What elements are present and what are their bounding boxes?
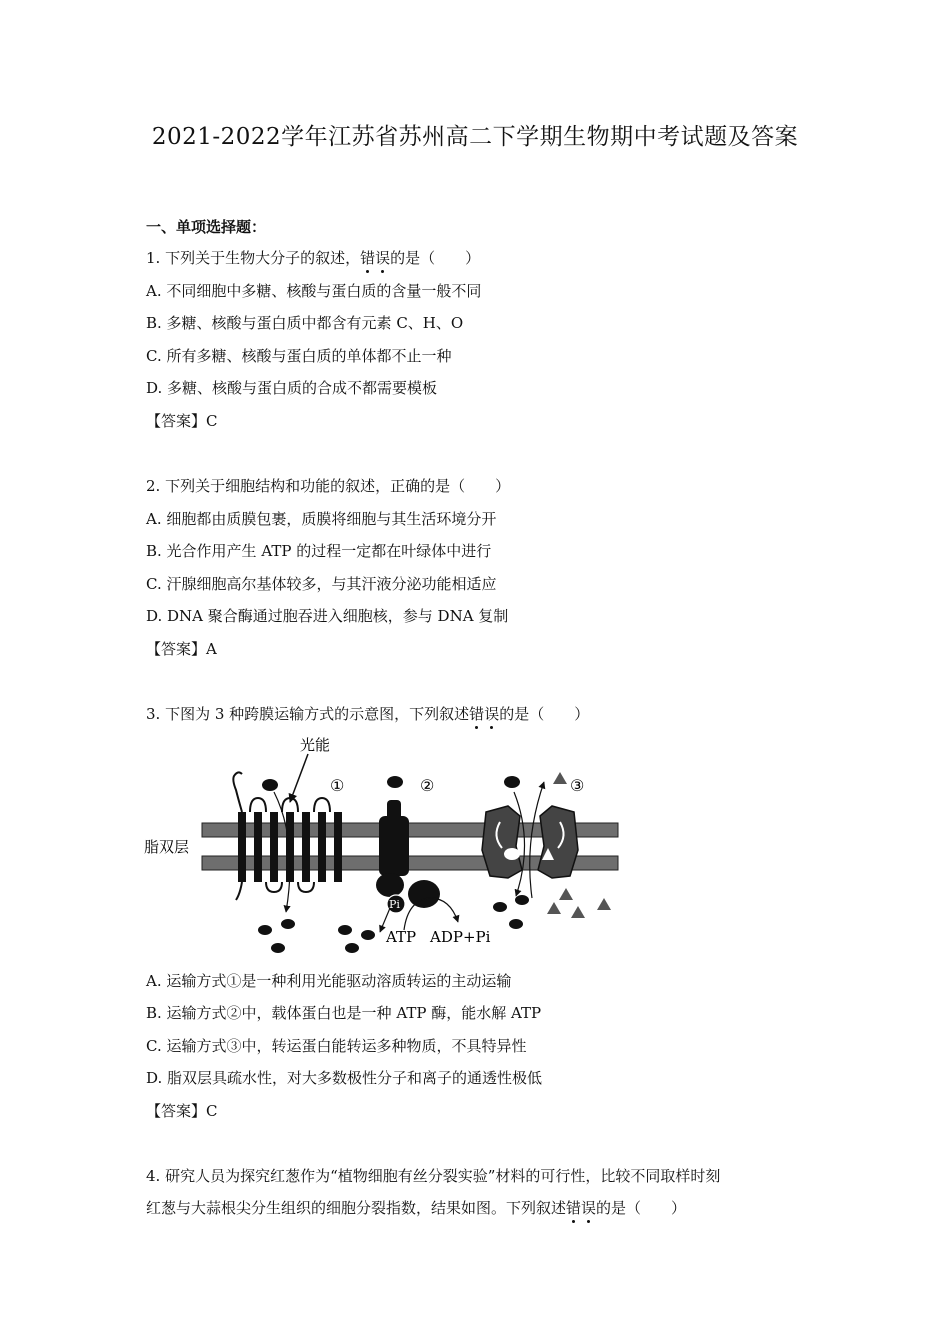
question-2-option-a: A. 细胞都由质膜包裹，质膜将细胞与其生活环境分开 [146,510,497,528]
solute-molecule [345,943,359,953]
question-4-stem-line1: 4. 研究人员为探究红葱作为“植物细胞有丝分裂实验”材料的可行性，比较不同取样时刻 [146,1167,721,1185]
solute-molecule [281,919,295,929]
light-energy-label: 光能 [300,736,331,754]
solute-molecule [338,925,352,935]
section-heading: 一、单项选择题： [146,218,267,236]
cosubstrate-triangle [547,902,561,914]
question-3-option-b: B. 运输方式②中，载体蛋白也是一种 ATP 酶，能水解 ATP [146,1004,542,1022]
emphasis-char: 错 [360,249,376,267]
solute-molecule [262,779,278,791]
solute-molecule [258,925,272,935]
question-2-option-b: B. 光合作用产生 ATP 的过程一定都在叶绿体中进行 [146,542,492,560]
emphasis-char: 误 [375,249,391,267]
cosubstrate-triangle [559,888,573,900]
question-2-answer: 【答案】A [146,640,217,658]
emphasis-char: 错 [469,705,485,723]
transport-2-number: ② [420,776,435,795]
question-4-stem-line2: 红葱与大蒜根尖分生组织的细胞分裂指数，结果如图。下列叙述错误的是（ ） [146,1199,687,1217]
question-2-option-d: D. DNA 聚合酶通过胞吞进入细胞核，参与 DNA 复制 [146,607,509,625]
question-1-stem: 1. 下列关于生物大分子的叙述，错误的是（ ） [146,249,481,267]
pi-label: Pi [389,898,400,911]
cosubstrate-path-arrow [530,782,544,898]
cosubstrate-triangle [553,772,567,784]
light-arrow [290,754,308,802]
question-1-option-d: D. 多糖、核酸与蛋白质的合成不都需要模板 [146,379,438,397]
question-2-option-c: C. 汗腺细胞高尔基体较多，与其汗液分泌功能相适应 [146,575,497,593]
question-1-option-c: C. 所有多糖、核酸与蛋白质的单体都不止一种 [146,347,452,365]
solute-molecule [504,776,520,788]
solute-molecule [387,776,403,788]
question-3-answer: 【答案】C [146,1102,218,1120]
document-title: 2021-2022学年江苏省苏州高二下学期生物期中考试题及答案 [151,124,799,150]
solute-molecule [271,943,285,953]
question-3-option-c: C. 运输方式③中，转运蛋白能转运多种物质，不具特异性 [146,1037,527,1055]
transport-3-number: ③ [570,776,585,795]
solute-molecule [493,902,507,912]
solute-molecule [361,930,375,940]
question-3-stem: 3. 下图为 3 种跨膜运输方式的示意图，下列叙述错误的是（ ） [146,705,590,723]
solute-in-transporter [504,848,520,860]
atp-label: ATP [386,928,417,946]
adp-pi-label: ADP+Pi [430,928,491,946]
question-3-option-d: D. 脂双层具疏水性，对大多数极性分子和离子的通透性极低 [146,1069,543,1087]
membrane-transport-diagram [140,730,640,960]
solute-molecule [515,895,529,905]
emphasis-char: 错 [566,1199,582,1217]
cosubstrate-triangle [597,898,611,910]
cosubstrate-triangle [571,906,585,918]
question-3-option-a: A. 运输方式①是一种利用光能驱动溶质转运的主动运输 [146,972,512,990]
solute-molecule [509,919,523,929]
question-1-option-b: B. 多糖、核酸与蛋白质中都含有元素 C、H、O [146,314,464,332]
transport-1-number: ① [330,776,345,795]
lipid-bilayer-label: 脂双层 [144,838,190,856]
emphasis-char: 误 [484,705,500,723]
emphasis-char: 误 [581,1199,597,1217]
question-1-option-a: A. 不同细胞中多糖、核酸与蛋白质的含量一般不同 [146,282,482,300]
question-1-answer: 【答案】C [146,412,218,430]
question-2-stem: 2. 下列关于细胞结构和功能的叙述，正确的是（ ） [146,477,511,495]
